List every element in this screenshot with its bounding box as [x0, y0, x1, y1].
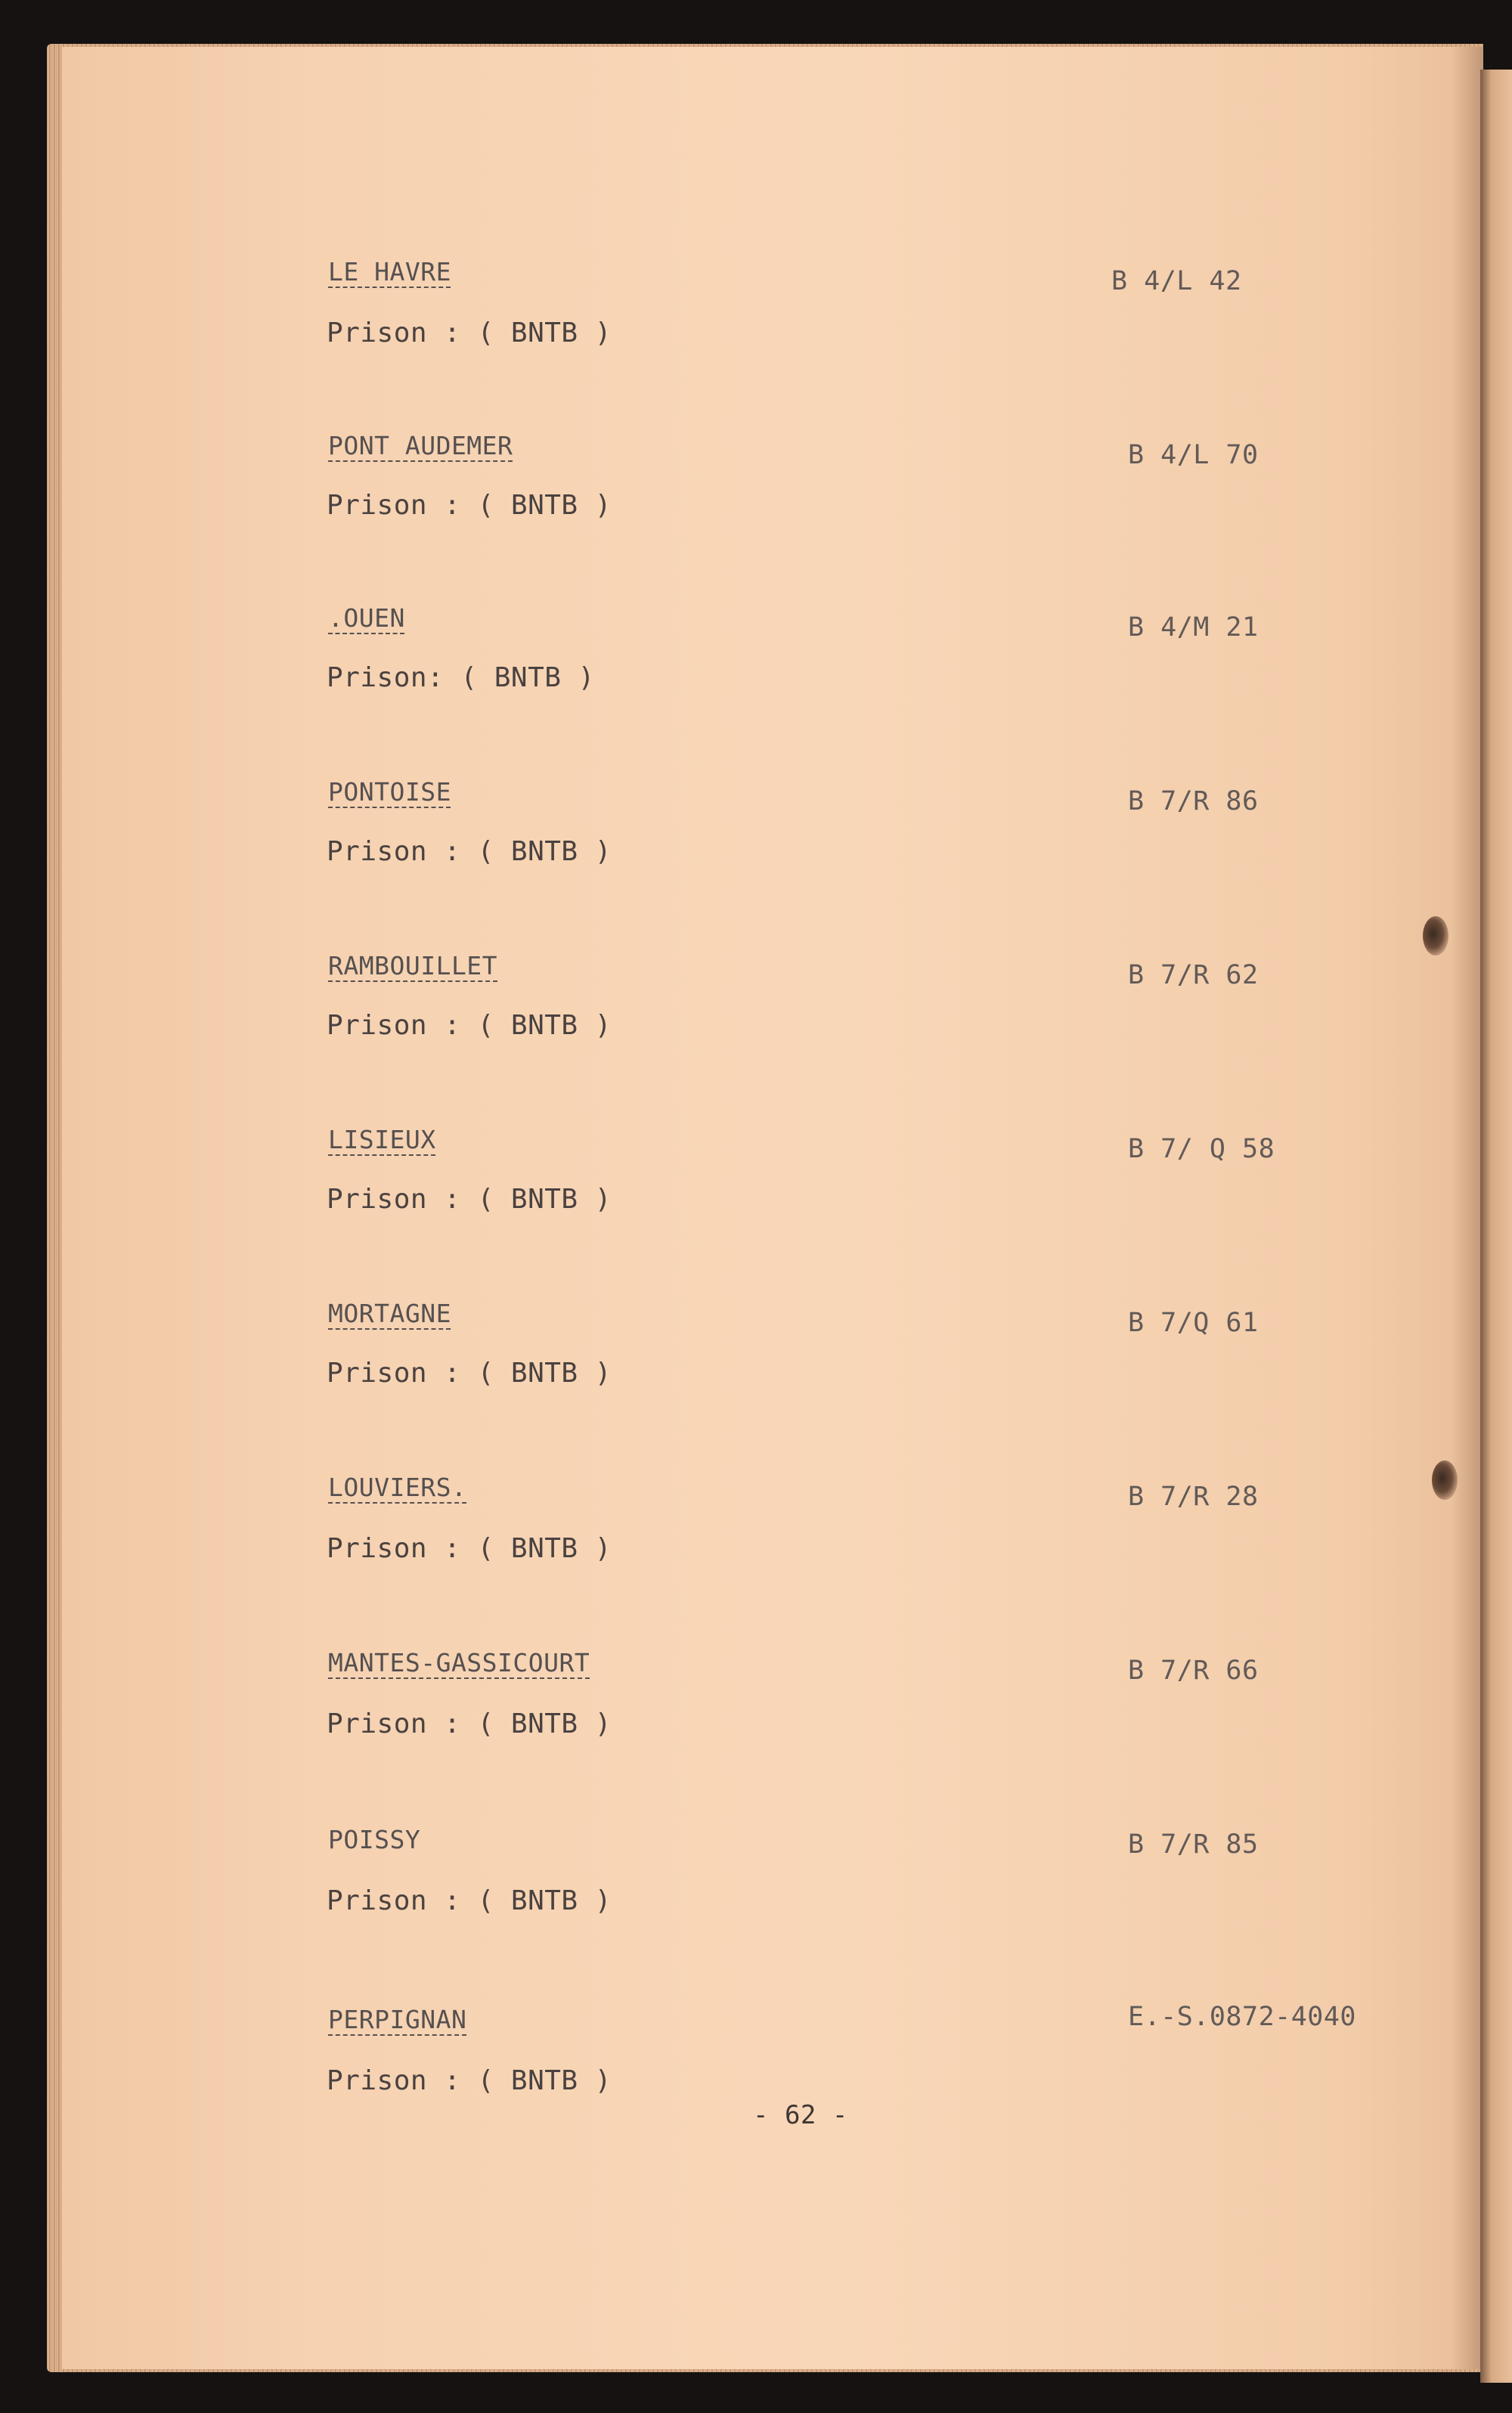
entry-title: POISSY	[328, 1825, 421, 1854]
entry-subtitle: Prison : ( BNTB )	[327, 490, 612, 521]
gutter-shadow	[1452, 47, 1483, 2369]
entry-title: RAMBOUILLET	[328, 951, 498, 980]
entry-subtitle: Prison : ( BNTB )	[327, 1358, 612, 1389]
entry-subtitle: Prison: ( BNTB )	[327, 662, 595, 693]
entry-code: B 7/ Q 58	[1128, 1134, 1275, 1164]
entry-title: .OUEN	[328, 603, 405, 633]
entry-subtitle: Prison : ( BNTB )	[327, 836, 612, 867]
entry-subtitle: Prison : ( BNTB )	[327, 1885, 612, 1916]
entry-title: LOUVIERS.	[328, 1473, 467, 1502]
page-number: - 62 -	[753, 2100, 848, 2130]
entry-code: B 7/R 62	[1128, 960, 1259, 990]
entry-code: B 7/R 66	[1128, 1656, 1259, 1686]
entry-title: PERPIGNAN	[328, 2005, 467, 2034]
entry-subtitle: Prison : ( BNTB )	[327, 1708, 612, 1739]
entry-code: B 7/R 28	[1128, 1482, 1259, 1512]
entry-code: B 7/Q 61	[1128, 1308, 1259, 1338]
entry-code: B 4/L 42	[1111, 266, 1242, 296]
entry-subtitle: Prison : ( BNTB )	[327, 318, 612, 348]
entry-code: B 7/R 86	[1128, 786, 1259, 816]
entry-subtitle: Prison : ( BNTB )	[327, 2065, 612, 2096]
entry-subtitle: Prison : ( BNTB )	[327, 1010, 612, 1041]
punch-hole-icon	[1432, 1460, 1458, 1500]
entry-subtitle: Prison : ( BNTB )	[327, 1184, 612, 1215]
next-page-edge	[1480, 70, 1512, 2383]
entry-code: B 4/M 21	[1128, 612, 1259, 643]
entry-code: E.-S.0872-4040	[1128, 2002, 1357, 2032]
entry-title: MANTES-GASSICOURT	[328, 1648, 590, 1677]
entry-title: PONT AUDEMER	[328, 431, 513, 460]
entry-code: B 4/L 70	[1128, 440, 1259, 470]
entry-title: LISIEUX	[328, 1125, 436, 1154]
punch-hole-icon	[1423, 916, 1448, 956]
entry-title: LE HAVRE	[328, 257, 451, 287]
entry-code: B 7/R 85	[1128, 1829, 1259, 1860]
entry-title: PONTOISE	[328, 777, 451, 807]
entry-subtitle: Prison : ( BNTB )	[327, 1533, 612, 1564]
entry-title: MORTAGNE	[328, 1299, 451, 1328]
